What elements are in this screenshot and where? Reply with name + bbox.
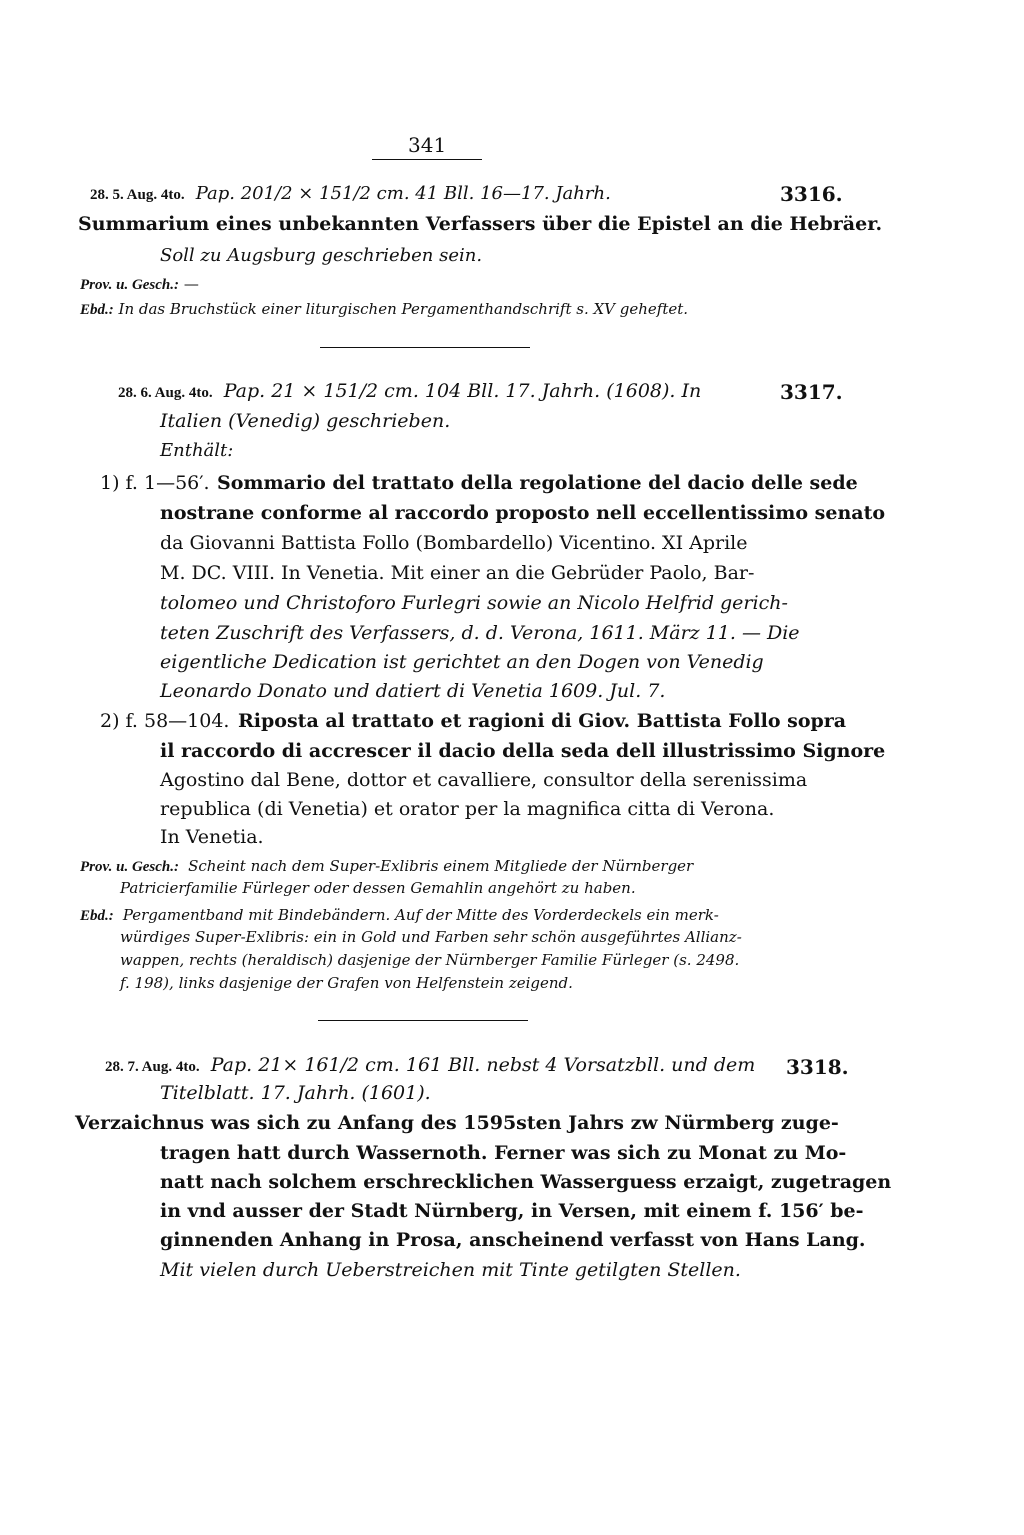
content-item-line: Leonardo Donato und datiert di Venetia 1609. Jul. 7. xyxy=(160,680,666,702)
prov-text: — xyxy=(183,275,199,293)
shelf-mark: 28. 7. Aug. 4to. xyxy=(105,1059,200,1075)
content-item-marker: 1) f. 1—56′. xyxy=(100,472,210,494)
content-item-line: da Giovanni Battista Follo (Bombardello) Vicentino. XI Aprile xyxy=(160,532,748,554)
content-item-line: M. DC. VIII. In Venetia. Mit einer an die Gebrüder Paolo, Bar- xyxy=(160,562,755,584)
ebd-label: Ebd.: xyxy=(80,302,114,318)
shelf-mark: 28. 6. Aug. 4to. xyxy=(118,385,213,401)
entry-title-line: tragen hatt durch Wassernoth. Ferner was sich zu Monat zu Mo- xyxy=(160,1142,847,1164)
prov-line xyxy=(80,275,199,294)
entry-title-line: ginnenden Anhang in Prosa, anscheinend verfasst von Hans Lang. xyxy=(160,1229,866,1251)
shelf-mark: 28. 5. Aug. 4to. xyxy=(90,187,185,203)
page-number-rule xyxy=(372,159,482,160)
entry-description-cont: Italien (Venedig) geschrieben. xyxy=(160,410,451,432)
content-item-line: eigentliche Dedication ist gerichtet an den Dogen von Venedig xyxy=(160,651,764,673)
ebd-text: In das Bruchstück einer liturgischen Pergamenthandschrift s. XV geheftet. xyxy=(118,300,689,318)
prov-label: Prov. u. Gesch.: xyxy=(80,277,180,293)
separator-rule xyxy=(320,347,530,348)
entry-number: 3317. xyxy=(780,380,843,404)
content-item-line: In Venetia. xyxy=(160,826,264,848)
content-item-line: tolomeo und Christoforo Furlegri sowie an Nicolo Helfrid gerich- xyxy=(160,592,788,614)
entry-description-cont: Titelblatt. 17. Jahrh. (1601). xyxy=(160,1082,431,1104)
separator-rule xyxy=(318,1020,528,1021)
entry-header xyxy=(90,183,611,204)
entry-title: Summarium eines unbekannten Verfassers über die Epistel an die Hebräer. xyxy=(78,213,883,235)
prov-label: Prov. u. Gesch.: xyxy=(80,859,180,875)
entry-number: 3318. xyxy=(786,1055,849,1079)
ebd-text: Pergamentband mit Bindebändern. Auf der Mitte des Vorderdeckels ein merk- xyxy=(122,906,719,924)
content-item-line: Agostino dal Bene, dottor et cavalliere, consultor della serenissima xyxy=(160,769,808,791)
content-item-line: il raccordo di accrescer il dacio della seda dell illustrissimo Signore xyxy=(160,740,886,762)
ebd-text-cont: f. 198), links dasjenige der Grafen von Helfenstein zeigend. xyxy=(120,974,573,992)
entry-title-line: in vnd ausser der Stadt Nürnberg, in Versen, mit einem f. 156′ be- xyxy=(160,1200,864,1222)
prov-text: Scheint nach dem Super-Exlibris einem Mitgliede der Nürnberger xyxy=(188,857,694,875)
ebd-label: Ebd.: xyxy=(80,908,114,924)
entry-header xyxy=(105,1054,755,1076)
ebd-line xyxy=(80,300,688,319)
content-item-line: Sommario del trattato della regolatione del dacio delle sede xyxy=(217,472,858,494)
entry-number: 3316. xyxy=(780,182,843,206)
entry-title-line: Verzaichnus was sich zu Anfang des 1595sten Jahrs zw Nürmberg zuge- xyxy=(75,1112,839,1134)
content-item-line: nostrane conforme al raccordo proposto nell eccellentissimo senato xyxy=(160,502,886,524)
contents-label: Enthält: xyxy=(160,440,234,461)
entry-note: Soll zu Augsburg geschrieben sein. xyxy=(160,245,483,266)
entry-description: Pap. 21 × 151/2 cm. 104 Bll. 17. Jahrh. (1608). In xyxy=(223,380,702,402)
entry-note: Mit vielen durch Ueberstreichen mit Tinte getilgten Stellen. xyxy=(160,1259,741,1281)
entry-title-line: natt nach solchem erschrecklichen Wasserguess erzaigt, zugetragen xyxy=(160,1171,892,1193)
page-number: 341 xyxy=(408,133,447,157)
ebd-text-cont: wappen, rechts (heraldisch) dasjenige der Nürnberger Familie Fürleger (s. 2498. xyxy=(120,951,740,969)
content-item-line: republica (di Venetia) et orator per la magnifica citta di Verona. xyxy=(160,798,775,820)
ebd-line xyxy=(80,905,719,925)
content-item-line: Riposta al trattato et ragioni di Giov. Battista Follo sopra xyxy=(238,710,847,732)
content-item-line: teten Zuschrift des Verfassers, d. d. Verona, 1611. März 11. — Die xyxy=(160,622,800,644)
entry-header xyxy=(118,380,701,402)
content-item-marker: 2) f. 58—104. xyxy=(100,710,230,732)
entry-description: Pap. 21× 161/2 cm. 161 Bll. nebst 4 Vorsatzbll. und dem xyxy=(210,1054,756,1076)
entry-description: Pap. 201/2 × 151/2 cm. 41 Bll. 16—17. Jahrh. xyxy=(195,183,611,204)
prov-text-cont: Patricierfamilie Fürleger oder dessen Gemahlin angehört zu haben. xyxy=(120,879,636,897)
prov-line xyxy=(80,856,693,876)
ebd-text-cont: würdiges Super-Exlibris: ein in Gold und Farben sehr schön ausgeführtes Allianz- xyxy=(120,928,742,946)
